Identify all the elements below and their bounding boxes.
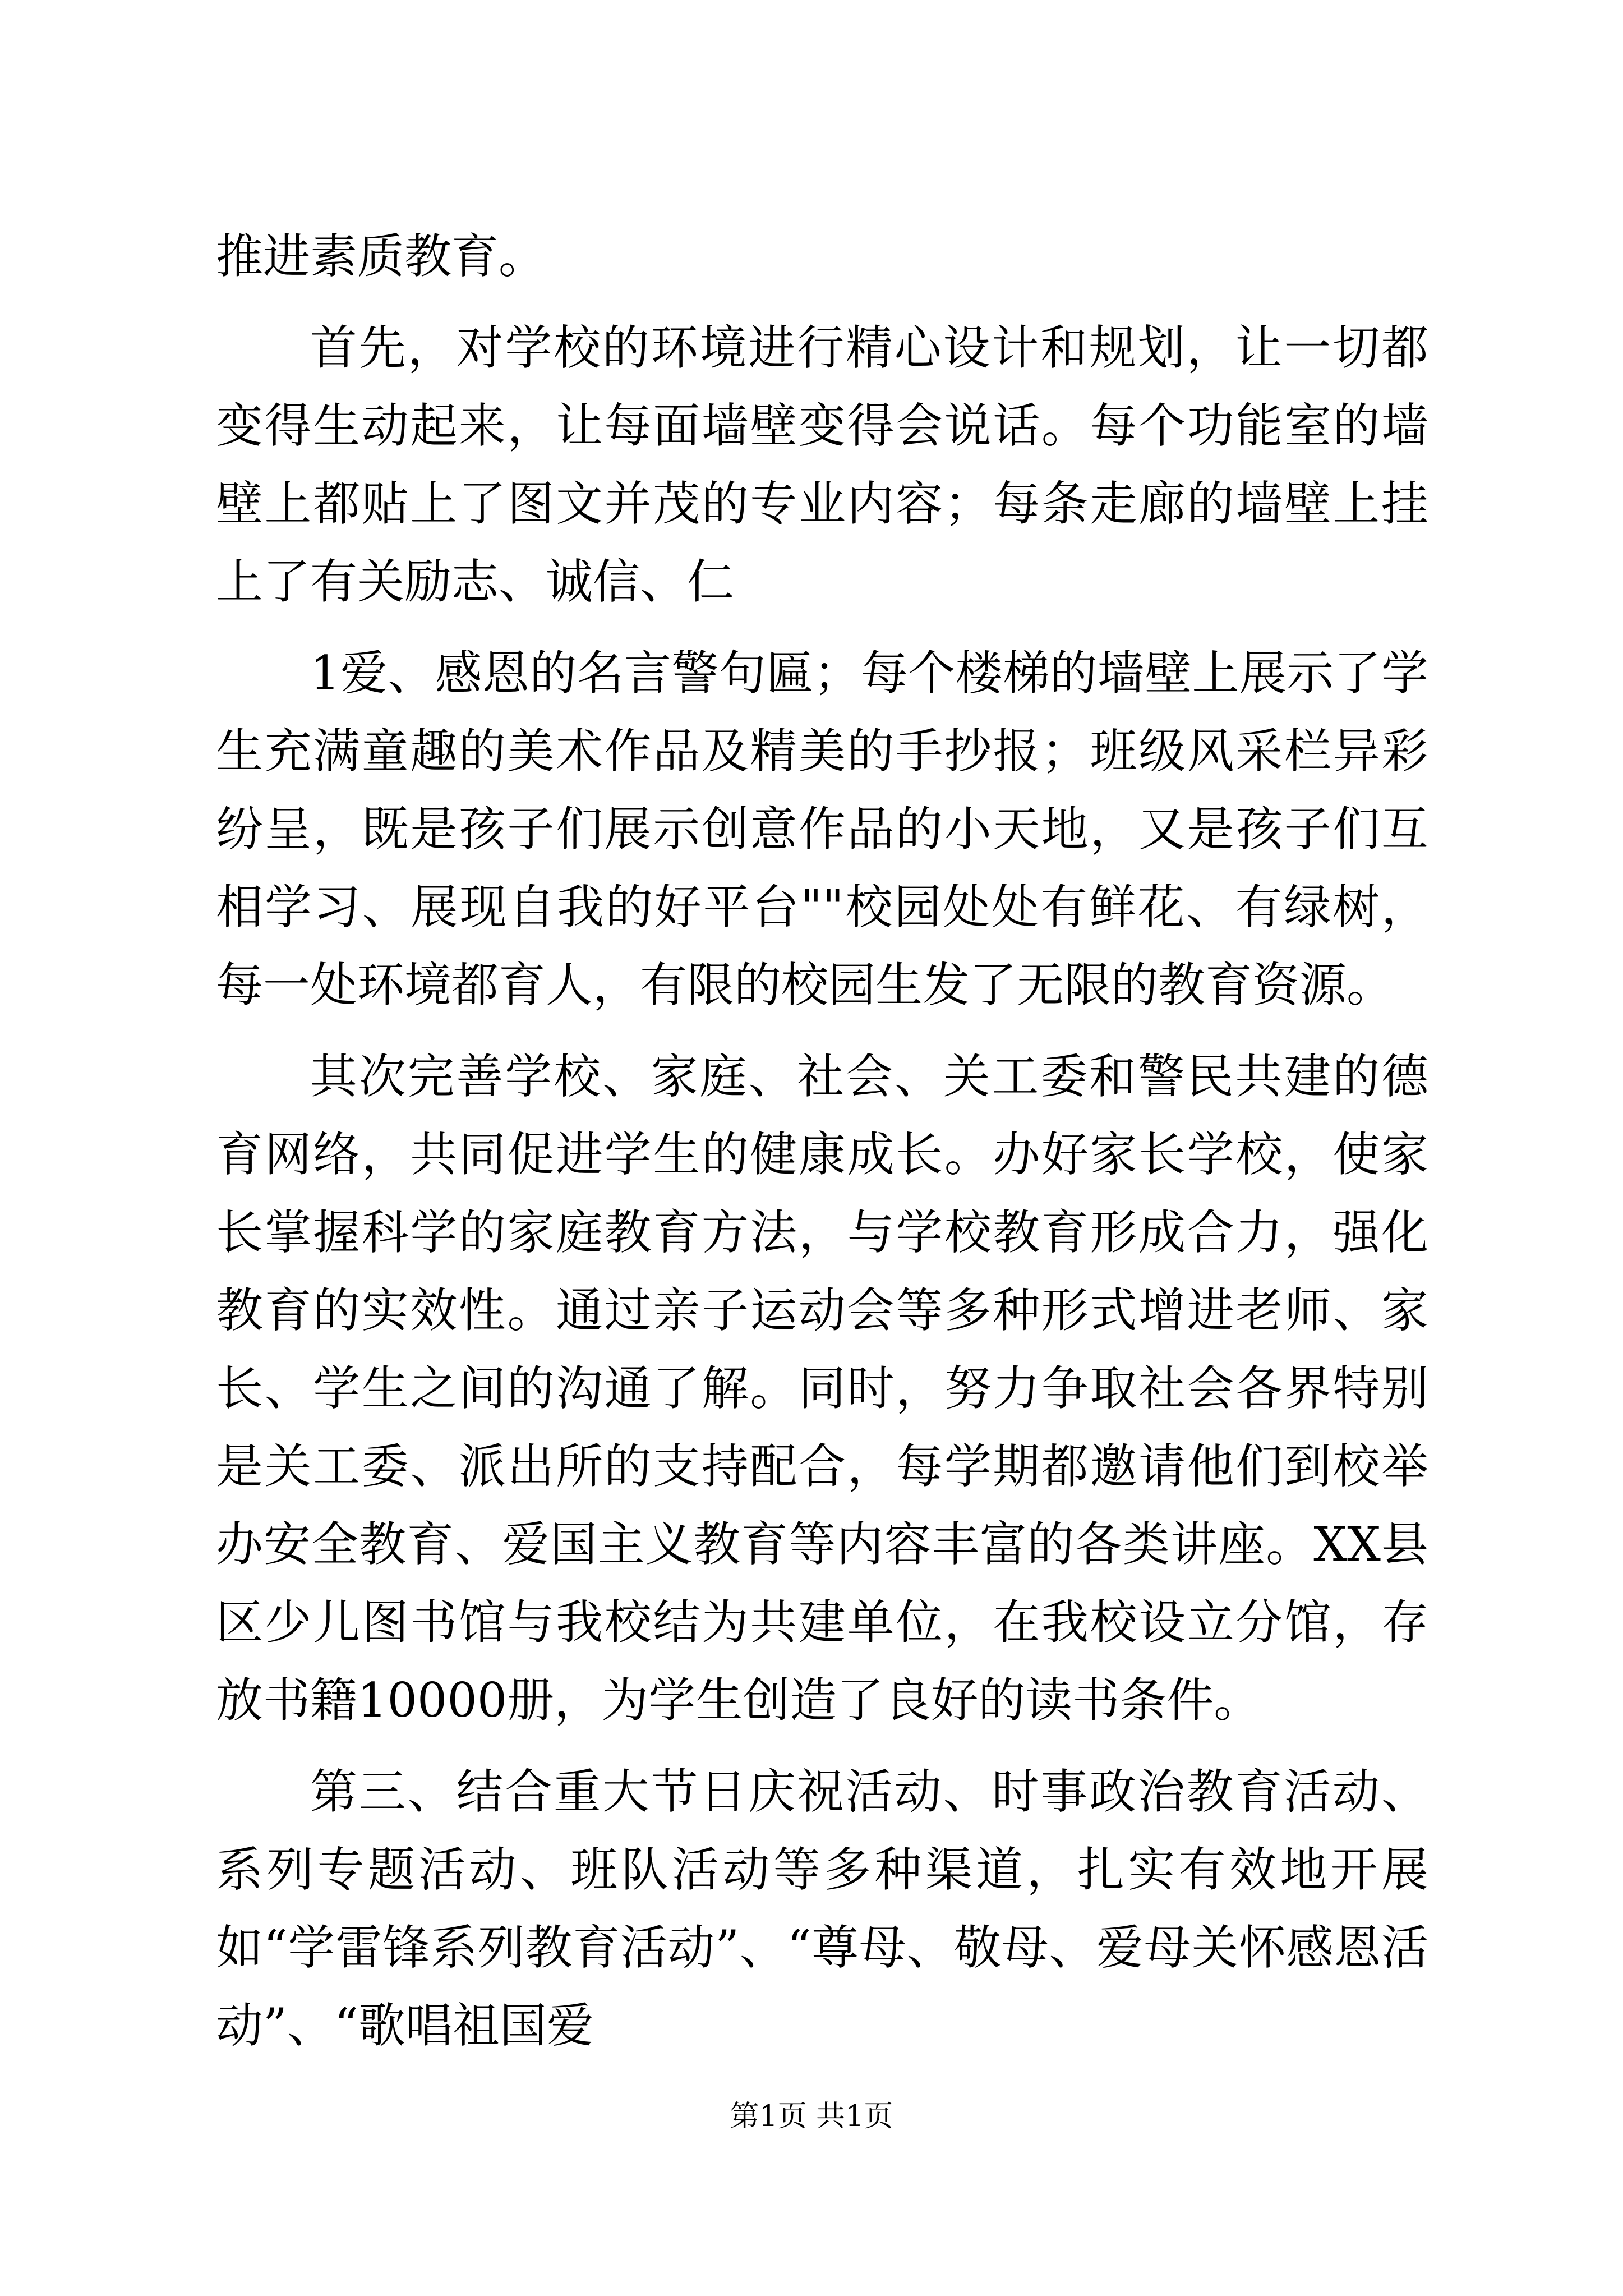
page-footer: 第1页 共1页 xyxy=(730,2100,893,2133)
paragraph-5: 第三、结合重大节日庆祝活动、时事政治教育活动、系列专题活动、班队活动等多种渠道，扎实有效地开展如“学雷锋系列教育活动”、“尊母、敬母、爱母关怀感恩活动”、“歌唱祖国爱 xyxy=(216,1764,1428,2053)
document-body xyxy=(216,218,1428,2078)
paragraph-2: 首先，对学校的环境进行精心设计和规划，让一切都变得生动起来，让每面墙壁变得会说话。每个功能室的墙壁上都贴上了图文并茂的专业内容；每条走廊的墙壁上挂上了有关励志、诚信、仁 xyxy=(216,320,1428,609)
paragraph-4: 其次完善学校、家庭、社会、关工委和警民共建的德育网络，共同促进学生的健康成长。办好家长学校，使家长掌握科学的家庭教育方法，与学校教育形成合力，强化教育的实效性。通过亲子运动会等多种形式增进老师、家长、学生之间的沟通了解。同时，努力争取社会各界特别是关工委、派出所的支持配合，每学期都邀请他们到校举办安全教育、爱国主义教育等内容丰富的各类讲座。XX县区少儿图书馆与我校结为共建单位，在我校设立分馆，存放书籍10000册，为学生创造了良好的读书条件。 xyxy=(216,1049,1428,1728)
paragraph-3: 1爱、感恩的名言警句匾；每个楼梯的墙壁上展示了学生充满童趣的美术作品及精美的手抄报；班级风采栏异彩纷呈，既是孩子们展示创意作品的小天地，又是孩子们互相学习、展现自我的好平台""校园处处有鲜花、有绿树，每一处环境都育人，有限的校园生发了无限的教育资源。 xyxy=(216,646,1428,1013)
paragraph-1: 推进素质教育。 xyxy=(216,229,546,284)
